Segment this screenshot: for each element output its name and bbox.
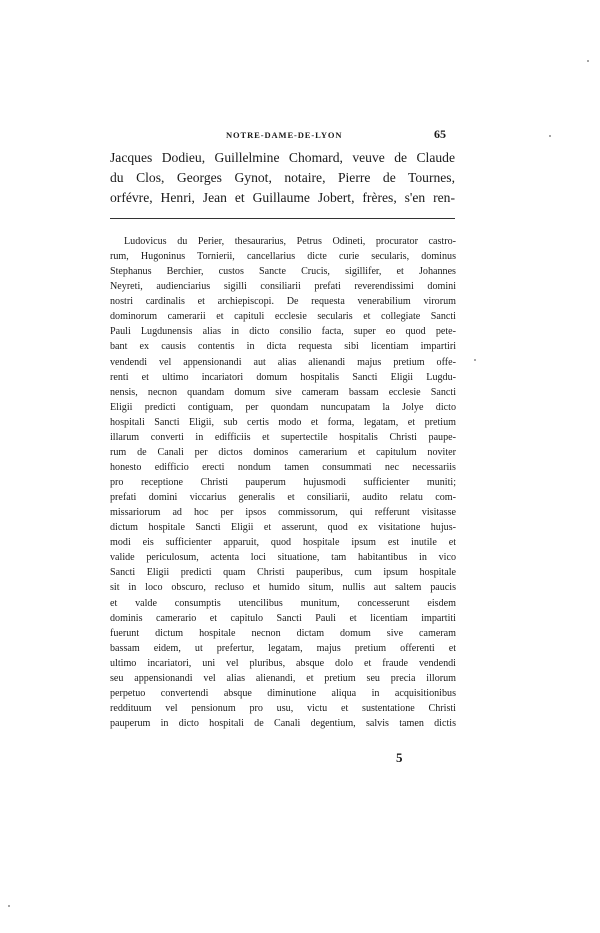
footnote-separator-rule: [110, 218, 455, 219]
footnote-text-line: dictum hospitale Sancti Eligii et asserunt, quod ex visitatione hujus-: [110, 522, 456, 534]
main-text-line: orfévre, Henri, Jean et Guillaume Jobert, frères, s'en ren-: [110, 190, 455, 205]
running-title: NOTRE-DAME-DE-LYON: [226, 130, 343, 140]
footnote-text-line: perpetuo convertendi absque diminutione aliqua in acquisitionibus: [110, 687, 456, 699]
footnote-text-line: seu appensionandi vel alias alienandi, et pretium seu precia illorum: [110, 672, 456, 684]
main-text-block: [110, 148, 455, 208]
page-number: 65: [434, 127, 446, 141]
footnote-text-line: modi eis sufficienter apparuit, quod hospitale ipsum est inutile et: [110, 537, 456, 549]
footnote-text-line: sit in loco obscuro, recluso et humido situm, nullis aut saltem paucis: [110, 582, 456, 594]
footnote-text-line: valide periculosum, actenta loci situatione, tam habitantibus in vico: [110, 552, 456, 564]
footnote-text-line: Pauli Lugdunensis alias in dicto consilio facta, super eo quod pete-: [110, 326, 456, 338]
main-text-line: du Clos, Georges Gynot, notaire, Pierre de Tournes,: [110, 170, 455, 185]
footnote-text-line: fuerunt dictum hospitale necnon dictam domum sive cameram: [110, 627, 456, 639]
footnote-text-line: Stephanus Berchier, custos Sancte Crucis, sigillifer, et Johannes: [110, 266, 456, 278]
footnote-text-line: Sancti Eligii predicti quam Christi pauperibus, cum ipsum hospitale: [110, 567, 456, 579]
signature-mark: 5: [396, 750, 403, 765]
footnote-text-line: honesto edifficio erecti nondum tamen consummati nec necessariis: [110, 461, 456, 473]
paper-speck: [8, 905, 10, 907]
footnote-text-line: missariorum ad hoc per ipsos commissorum, qui refferunt visitasse: [110, 507, 456, 519]
footnote-text-line: bassam eidem, ut prefertur, legatam, majus pretium offerenti et: [110, 642, 456, 654]
footnote-text-line: rum de Canali per dictos dominos camerarium et capitulum noviter: [110, 446, 456, 458]
paper-speck: [549, 135, 551, 137]
footnote-text-line: pro receptione Christi pauperum hujusmodi sufficienter muniti;: [110, 477, 456, 488]
footnote-text-line: hospitali Sancti Eligii, sub certis modo et forma, legatam, et pretium: [110, 416, 456, 428]
footnote-text-line: et valde consumptis utencilibus munitum, concesserunt eisdem: [110, 597, 456, 609]
footnote-text-line: Neyreti, audienciarius sigilli consiliarii prefati reverendissimi domini: [110, 281, 456, 293]
footnote-text-line: nensis, necnon quandam domum sive cameram bassam ecclesie Sancti: [110, 386, 456, 398]
footnote-text-line: nostri cardinalis et archiepiscopi. De requesta venerabilium virorum: [110, 296, 456, 308]
footnote-text-line: dominorum camerarii et capituli ecclesie secularis et collegiate Sancti: [110, 311, 456, 323]
footnote-text-line: bant ex causis contentis in dicta requesta sibi licentiam impartiri: [110, 341, 456, 353]
footnote-text-line: dominis camerario et capitulo Sancti Pauli et licentiam impartiti: [110, 612, 456, 624]
paper-speck: [587, 60, 589, 62]
footnote-text-line: Eligii predicti contiguam, per quondam nuncupatam la Jolye dicto: [110, 401, 456, 413]
footnote-text-line: Ludovicus du Perier, thesaurarius, Petrus Odineti, procurator castro-: [124, 236, 456, 247]
footnote-text-line: vendendi vel appensionandi aut alias alienandi majus pretium offe-: [110, 356, 456, 368]
main-text-line: Jacques Dodieu, Guillelmine Chomard, veuve de Claude: [110, 150, 455, 165]
paper-speck: [474, 359, 476, 361]
footnote-text-line: rum, Hugoninus Tornierii, cancellarius dicte curie secularis, dominus: [110, 251, 456, 263]
footnote-text-line: pauperum in dicto hospitali de Canali degentium, salvis tamen dictis: [110, 718, 456, 729]
footnote-text-line: renti et ultimo incariatori domum hospitalis Sancti Eligii Lugdu-: [110, 371, 456, 383]
footnote-text-block: [110, 234, 456, 731]
footnote-text-line: reddituum vel pensionum pro usu, victu et sustentatione Christi: [110, 702, 456, 714]
footnote-text-line: illarum converti in edifficiis et supertectile hospitalis Christi paupe-: [110, 431, 456, 443]
footnote-text-line: prefati domini viccarius generalis et consiliarii, audito relatu com-: [110, 492, 456, 504]
footnote-text-line: ultimo incariatori, uni vel pluribus, absque dolo et fraude vendendi: [110, 657, 456, 669]
